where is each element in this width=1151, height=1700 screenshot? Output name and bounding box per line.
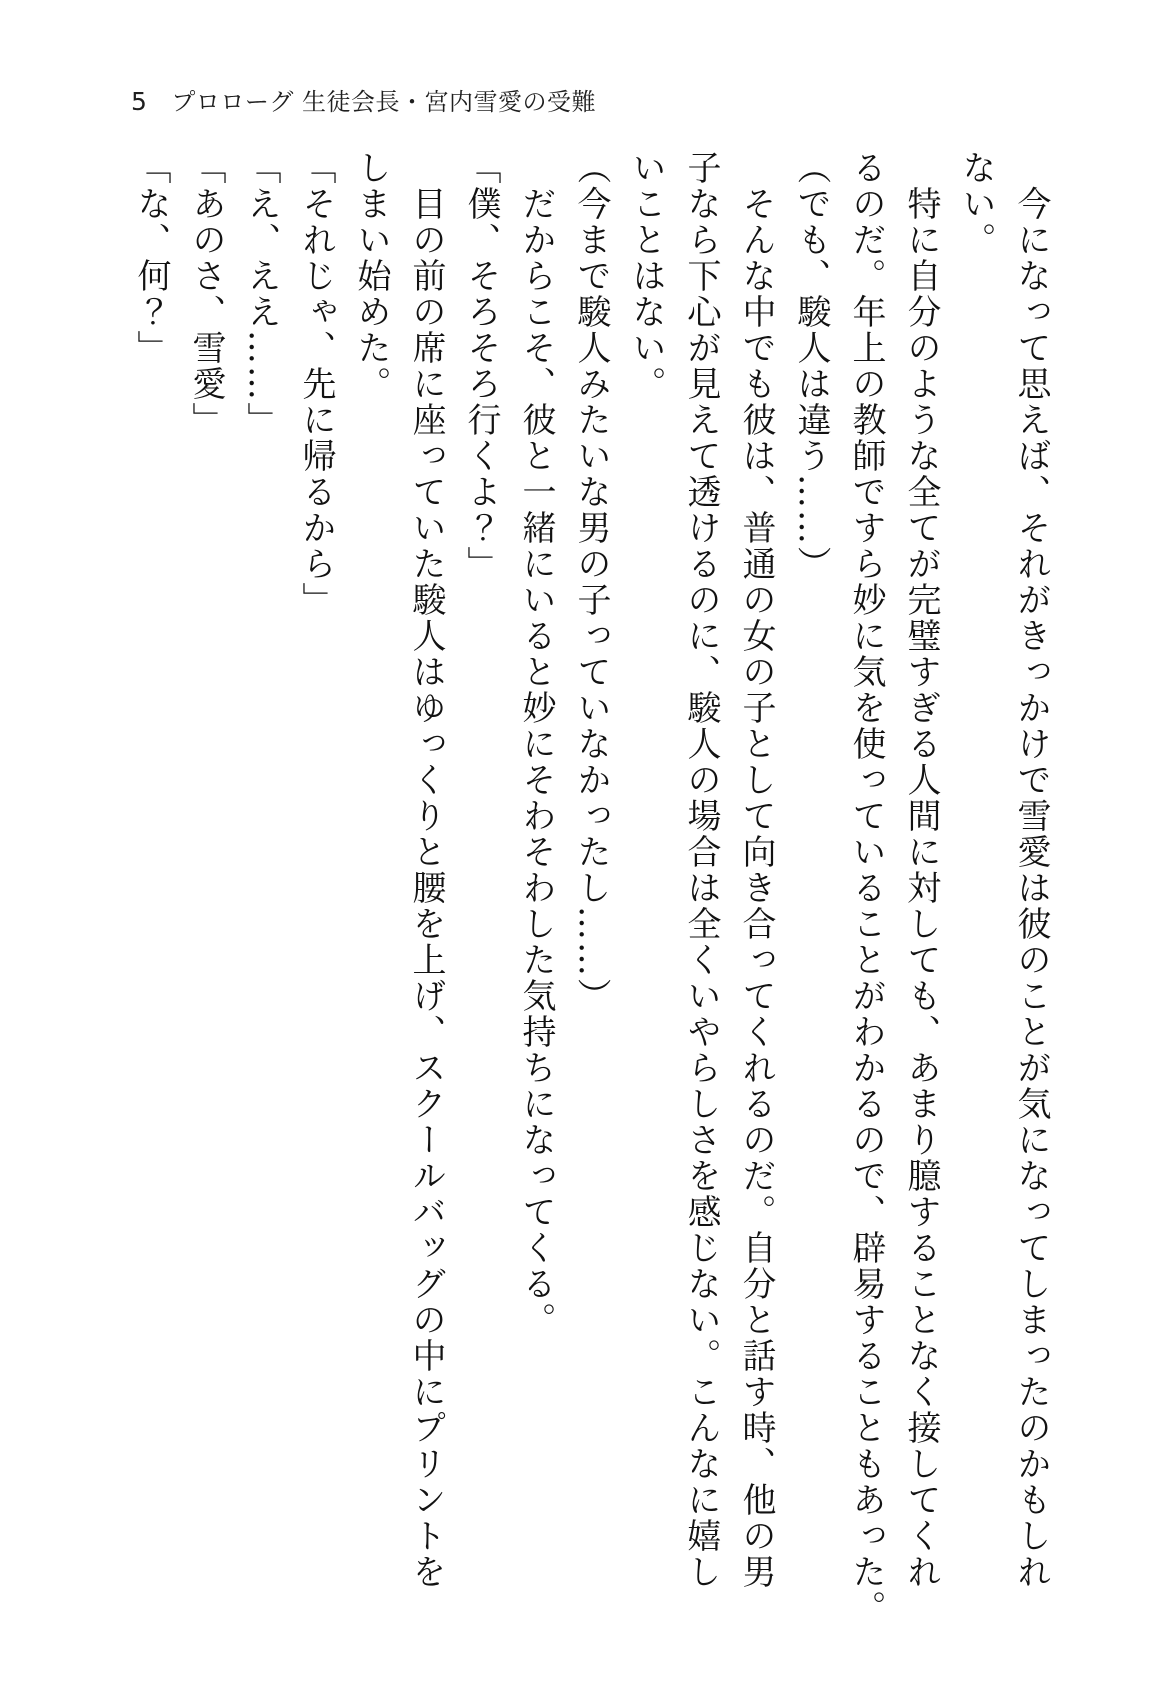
text-column-15: 「え、ええ……」 bbox=[241, 150, 281, 438]
text-column-11: 「僕、そろそろ行くよ？」 bbox=[461, 150, 501, 582]
page-header bbox=[131, 82, 596, 117]
text-column-07: 子なら下心が見えて透けるのに、駿人の場合は全くいやらしさを感じない。こんなに嬉し bbox=[681, 150, 721, 1590]
body-text bbox=[121, 150, 1058, 1680]
text-column-04: るのだ。年上の教師ですら妙に気を使っていることがわかるので、辟易することもあった。 bbox=[846, 150, 886, 1626]
text-column-01: 今になって思えば、それがきっかけで雪愛は彼のことが気になってしまったのかもしれ bbox=[1011, 150, 1051, 1590]
text-column-08: いことはない。 bbox=[626, 150, 666, 402]
text-column-02: ない。 bbox=[956, 150, 996, 258]
chapter-title: プロローグ 生徒会長・宮内雪愛の受難 bbox=[171, 88, 597, 116]
text-column-17: 「な、何？」 bbox=[131, 150, 171, 366]
text-column-06: そんな中でも彼は、普通の女の子として向き合ってくれるのだ。自分と話す時、他の男 bbox=[736, 150, 776, 1590]
page-number: 5 bbox=[131, 87, 148, 116]
text-column-09: （今まで駿人みたいな男の子っていなかったし……） bbox=[571, 150, 611, 1014]
text-column-16: 「あのさ、雪愛」 bbox=[186, 150, 226, 438]
text-column-14: 「それじゃ、先に帰るから」 bbox=[296, 150, 336, 618]
text-column-13: しまい始めた。 bbox=[351, 150, 391, 402]
text-column-12: 目の前の席に座っていた駿人はゆっくりと腰を上げ、スクールバッグの中にプリントを bbox=[406, 150, 446, 1590]
text-column-03: 特に自分のような全てが完璧すぎる人間に対しても、あまり臆することなく接してくれ bbox=[901, 150, 941, 1590]
text-column-10: だからこそ、彼と一緒にいると妙にそわそわした気持ちになってくる。 bbox=[516, 150, 556, 1338]
text-column-05: （でも、駿人は違う……） bbox=[791, 150, 831, 582]
